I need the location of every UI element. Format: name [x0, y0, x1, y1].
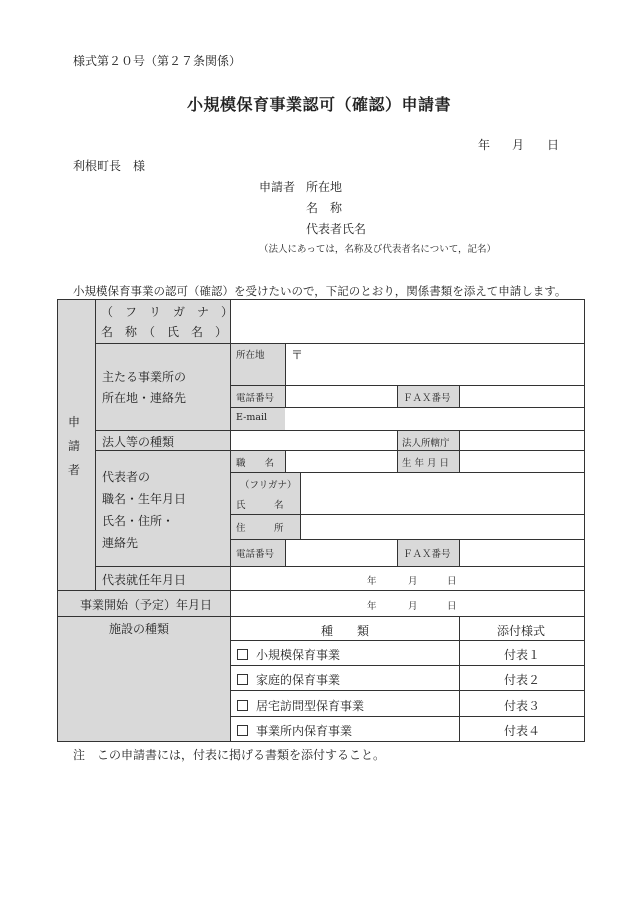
applicant-representative-label: 代表者氏名: [306, 222, 367, 236]
job-label: 職 名: [236, 458, 275, 469]
checkbox-icon[interactable]: [237, 649, 248, 660]
side-label-3: 者: [68, 463, 81, 477]
name-field[interactable]: [231, 300, 584, 342]
facility-label: 施設の種類: [109, 622, 170, 636]
start-label: 事業開始（予定）年月日: [80, 598, 213, 612]
tenure-label: 代表就任年月日: [102, 573, 187, 587]
rep-address-field[interactable]: [301, 515, 584, 538]
facility-option-1[interactable]: [237, 646, 340, 663]
side-label-1: 申: [68, 415, 81, 429]
applicant-name-label: 名 称: [306, 201, 343, 215]
corp-type-field[interactable]: [231, 431, 396, 449]
location-field[interactable]: [300, 344, 584, 384]
facility-option-4[interactable]: [237, 722, 352, 739]
facility-form-4: 付表４: [504, 724, 541, 738]
fax-label: ＦＡＸ番号: [403, 393, 451, 404]
addressee: 利根町長 様: [73, 159, 146, 173]
office-label-2: 所在地・連絡先: [102, 391, 187, 405]
type-header: 種 類: [321, 624, 370, 638]
applicant-address-label: 所在地: [306, 180, 343, 194]
facility-form-3: 付表３: [504, 699, 541, 713]
side-label-2: 請: [68, 439, 81, 453]
rep-name-label: 氏 名: [236, 500, 284, 511]
rep-name-field[interactable]: [301, 473, 584, 513]
rep-label-3: 氏名・住所・: [102, 514, 175, 528]
start-field[interactable]: [231, 591, 584, 615]
facility-name: 事業所内保育事業: [256, 724, 353, 738]
applicant-label: 申請者: [259, 180, 296, 194]
name-label: 名 称 （ 氏 名 ）: [101, 325, 228, 339]
facility-name: 居宅訪問型保育事業: [256, 699, 365, 713]
facility-form-1: 付表１: [504, 648, 541, 662]
email-field[interactable]: [286, 408, 584, 429]
checkbox-icon[interactable]: [237, 725, 248, 736]
rep-phone-label: 電話番号: [236, 549, 275, 560]
corp-office-label: 法人所轄庁: [402, 438, 450, 449]
rep-fax-label: ＦＡＸ番号: [403, 549, 451, 560]
rep-address-label: 住 所: [236, 523, 284, 534]
facility-name: 小規模保育事業: [256, 648, 341, 662]
rep-phone-field[interactable]: [286, 540, 396, 565]
tenure-field[interactable]: [231, 567, 584, 589]
tenure-month: 月: [408, 576, 418, 587]
page-title: 小規模保育事業認可（確認）申請書: [187, 95, 452, 114]
form-number: 様式第２０号（第２７条関係）: [73, 54, 242, 68]
attach-header: 添付様式: [497, 624, 546, 638]
furigana-label: （ フ リ ガ ナ ）: [101, 305, 234, 319]
tenure-day: 日: [447, 576, 457, 587]
facility-option-3[interactable]: [237, 697, 364, 714]
rep-fax-field[interactable]: [460, 540, 584, 565]
date-year: 年: [478, 138, 491, 152]
start-year: 年: [367, 601, 377, 612]
tenure-year: 年: [367, 576, 377, 587]
facility-option-2[interactable]: [237, 671, 340, 688]
job-field[interactable]: [286, 451, 396, 471]
rep-label-1: 代表者の: [102, 470, 151, 484]
rep-furigana-label: （フリガナ）: [240, 480, 297, 491]
corp-type-label: 法人等の種類: [102, 435, 175, 449]
phone-label: 電話番号: [236, 393, 275, 404]
facility-name: 家庭的保育事業: [256, 673, 341, 687]
office-label-1: 主たる事業所の: [102, 370, 187, 384]
corp-office-field[interactable]: [460, 431, 584, 449]
location-label: 所在地: [236, 350, 265, 361]
applicant-note: （法人にあっては，名称及び代表者名について，記名）: [259, 244, 497, 255]
checkbox-icon[interactable]: [237, 674, 248, 685]
start-day: 日: [447, 601, 457, 612]
footnote: 注 この申請書には，付表に掲げる書類を添付すること。: [73, 748, 386, 762]
rep-label-2: 職名・生年月日: [102, 492, 187, 506]
fax-field[interactable]: [460, 386, 584, 406]
facility-form-2: 付表２: [504, 673, 541, 687]
phone-field[interactable]: [286, 386, 396, 406]
start-month: 月: [408, 601, 418, 612]
date-month: 月: [512, 138, 525, 152]
checkbox-icon[interactable]: [237, 700, 248, 711]
birth-label: 生 年 月 日: [402, 458, 450, 469]
rep-label-4: 連絡先: [102, 536, 139, 550]
date-day: 日: [547, 138, 560, 152]
postal-mark: 〒: [291, 348, 304, 362]
email-label: E-mail: [236, 412, 268, 423]
intro-text: 小規模保育事業の認可（確認）を受けたいので，下記のとおり，関係書類を添えて申請します。: [73, 284, 567, 298]
birth-field[interactable]: [460, 451, 584, 471]
